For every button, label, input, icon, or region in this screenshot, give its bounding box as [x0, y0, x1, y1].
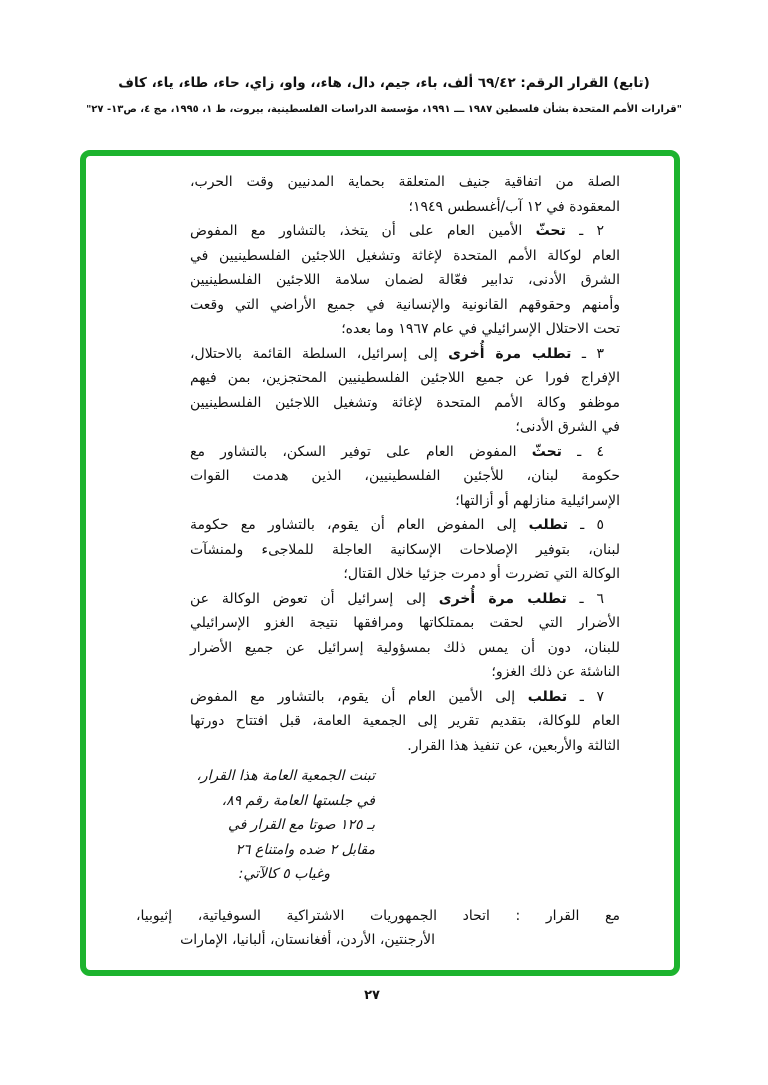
- text-line: [190, 660, 620, 685]
- text-segment: إلى إسرائيل، السلطة القائمة بالاحتلال،: [190, 345, 449, 362]
- text-line: [190, 440, 620, 465]
- text-segment: لبنان، بتوفير الإصلاحات الإسكانية العاجلة للملاجىء ولمنشآت: [190, 541, 620, 558]
- bold-text-segment: تطلب: [528, 517, 569, 533]
- clause-6: [190, 587, 620, 685]
- text-line: [190, 709, 620, 734]
- text-line: [190, 244, 620, 269]
- bold-text-segment: تطلب: [527, 688, 568, 705]
- clause-5: [190, 513, 620, 587]
- text-segment: إلى الأمين العام أن يقوم، بالتشاور مع المفوض: [190, 688, 528, 705]
- text-segment: العام لوكالة الأمم المتحدة لإغاثة وتشغيل اللاجئين الفلسطينيين في: [190, 247, 620, 264]
- text-line: [190, 415, 620, 440]
- text-segment: الإسرائيلية منازلهم أو أزالتها؛: [455, 492, 620, 509]
- bold-text-segment: تحثّ: [535, 223, 566, 239]
- text-line: [190, 293, 620, 318]
- paragraph-continuation: [190, 170, 620, 219]
- page-number: ٢٧: [364, 988, 380, 1003]
- text-segment: الصلة من اتفاقية جنيف المتعلقة بحماية المدنيين وقت الحرب،: [190, 174, 620, 190]
- text-line: [190, 538, 620, 563]
- text-line: [190, 636, 620, 661]
- text-segment: وأمنهم وحقوقهم القانونية والإنسانية في جميع الأراضي التي وقعت: [190, 296, 620, 313]
- text-line: [190, 366, 620, 391]
- text-segment: المفوض العام على توفير السكن، بالتشاور مع: [190, 443, 532, 460]
- clause-7: [190, 685, 620, 759]
- text-segment: الأمين العام على أن يتخذ، بالتشاور مع المفوض: [190, 223, 536, 239]
- text-line: [136, 904, 620, 929]
- text-segment: الوكالة التي تضررت أو دمرت جزئيا خلال القتال؛: [343, 566, 620, 582]
- text-segment: للبنان، دون أن يمس ذلك بمسؤولية إسرائيل عن جميع الأضرار: [190, 639, 620, 656]
- text-segment: ٤ ـ: [561, 443, 604, 460]
- text-line: [190, 764, 375, 789]
- clause-2: [190, 219, 620, 342]
- text-line: [190, 391, 620, 416]
- text-segment: موظفو وكالة الأمم المتحدة لإغاثة وتشغيل اللاجئين الفلسطينيين: [190, 394, 620, 411]
- text-line: [190, 862, 375, 887]
- resolution-header-title: (تابع) القرار الرقم: ٦٩/٤٢ ألف، باء، جيم، دال، هاء،، واو، زاي، حاء، طاء، ياء، كاف: [118, 75, 650, 91]
- text-segment: في الشرق الأدنى؛: [515, 419, 620, 435]
- text-line: [190, 789, 375, 814]
- text-segment: إلى المفوض العام أن يقوم، بالتشاور مع حكومة: [190, 517, 529, 533]
- text-segment: مقابل ٢ ضده وامتناع ٢٦: [235, 841, 375, 858]
- text-line: [190, 562, 620, 587]
- text-line: [190, 317, 620, 342]
- resolution-header-source: "قرارات الأمم المتحدة بشأن فلسطين ١٩٨٧ ـــ ١٩٩١، مؤسسة الدراسات الفلسطينية، بيروت، ط ١، ١٩٩٥، مج ٤، ص١٣- ٢٧": [86, 104, 682, 115]
- text-segment: ٣ ـ: [571, 345, 605, 362]
- text-segment: الثالثة والأربعين، عن تنفيذ هذا القرار.: [407, 737, 620, 754]
- text-segment: الإفراج فورا عن جميع اللاجئين الفلسطينيين المحتجزين، بمن فيهم: [190, 370, 620, 386]
- text-line: [190, 611, 620, 636]
- text-segment: ٥ ـ: [568, 517, 604, 533]
- text-segment: تحت الاحتلال الإسرائيلي في عام ١٩٦٧ وما بعده؛: [341, 321, 620, 337]
- document-text: [136, 170, 620, 953]
- bold-text-segment: تطلب مرة أُخرى: [448, 345, 572, 362]
- text-segment: مع القرار : اتحاد الجمهوريات الاشتراكية السوفياتية، إثيوبيا،: [136, 907, 620, 924]
- text-segment: الأضرار التي لحقت بممتلكاتها ومرافقها نتيجة الغزو الإسرائيلي: [190, 615, 620, 631]
- text-line: [190, 342, 620, 367]
- text-line: [190, 489, 620, 514]
- text-segment: الناشئة عن ذلك الغزو؛: [491, 664, 620, 680]
- clause-3: [190, 342, 620, 440]
- text-segment: الشرق الأدنى، تدابير فعّالة لضمان سلامة اللاجئين الفلسطينيين: [190, 272, 620, 288]
- text-line: [190, 734, 620, 759]
- bold-text-segment: تطلب مرة أُخرى: [438, 590, 567, 607]
- text-segment: في جلستها العامة رقم ٨٩،: [221, 792, 375, 809]
- text-line: [180, 928, 620, 953]
- text-line: [190, 219, 620, 244]
- text-segment: تبنت الجمعية العامة هذا القرار،: [196, 768, 375, 784]
- resolution-frame: [80, 150, 680, 976]
- text-line: [190, 587, 620, 612]
- text-line: [190, 195, 620, 220]
- text-line: [190, 813, 375, 838]
- clause-4: [190, 440, 620, 514]
- text-line: [190, 685, 620, 710]
- text-segment: ٧ ـ: [567, 688, 604, 705]
- bold-text-segment: تحثّ: [531, 443, 562, 460]
- text-segment: ٢ ـ: [565, 223, 604, 239]
- text-segment: وغياب ٥ كالآتي:: [238, 866, 330, 882]
- text-segment: المعقودة في ١٢ آب/أغسطس ١٩٤٩؛: [408, 198, 620, 215]
- text-line: [190, 268, 620, 293]
- text-segment: الأرجنتين، الأردن، أفغانستان، ألبانيا، الإمارات: [180, 932, 435, 948]
- text-line: [190, 464, 620, 489]
- text-segment: حكومة لبنان، للأجئين الفلسطينيين، الذين هدمت القوات: [190, 468, 620, 484]
- text-segment: بـ ١٢٥ صوتا مع القرار في: [227, 817, 375, 833]
- adoption-note: [190, 764, 375, 887]
- vote-list: [136, 904, 620, 953]
- text-line: [190, 513, 620, 538]
- text-line: [190, 838, 375, 863]
- text-segment: العام للوكالة، بتقديم تقرير إلى الجمعية العامة، قبل افتتاح دورتها: [190, 713, 620, 729]
- text-line: [190, 170, 620, 195]
- text-segment: ٦ ـ: [566, 590, 604, 607]
- text-segment: إلى إسرائيل أن تعوض الوكالة عن: [190, 590, 439, 607]
